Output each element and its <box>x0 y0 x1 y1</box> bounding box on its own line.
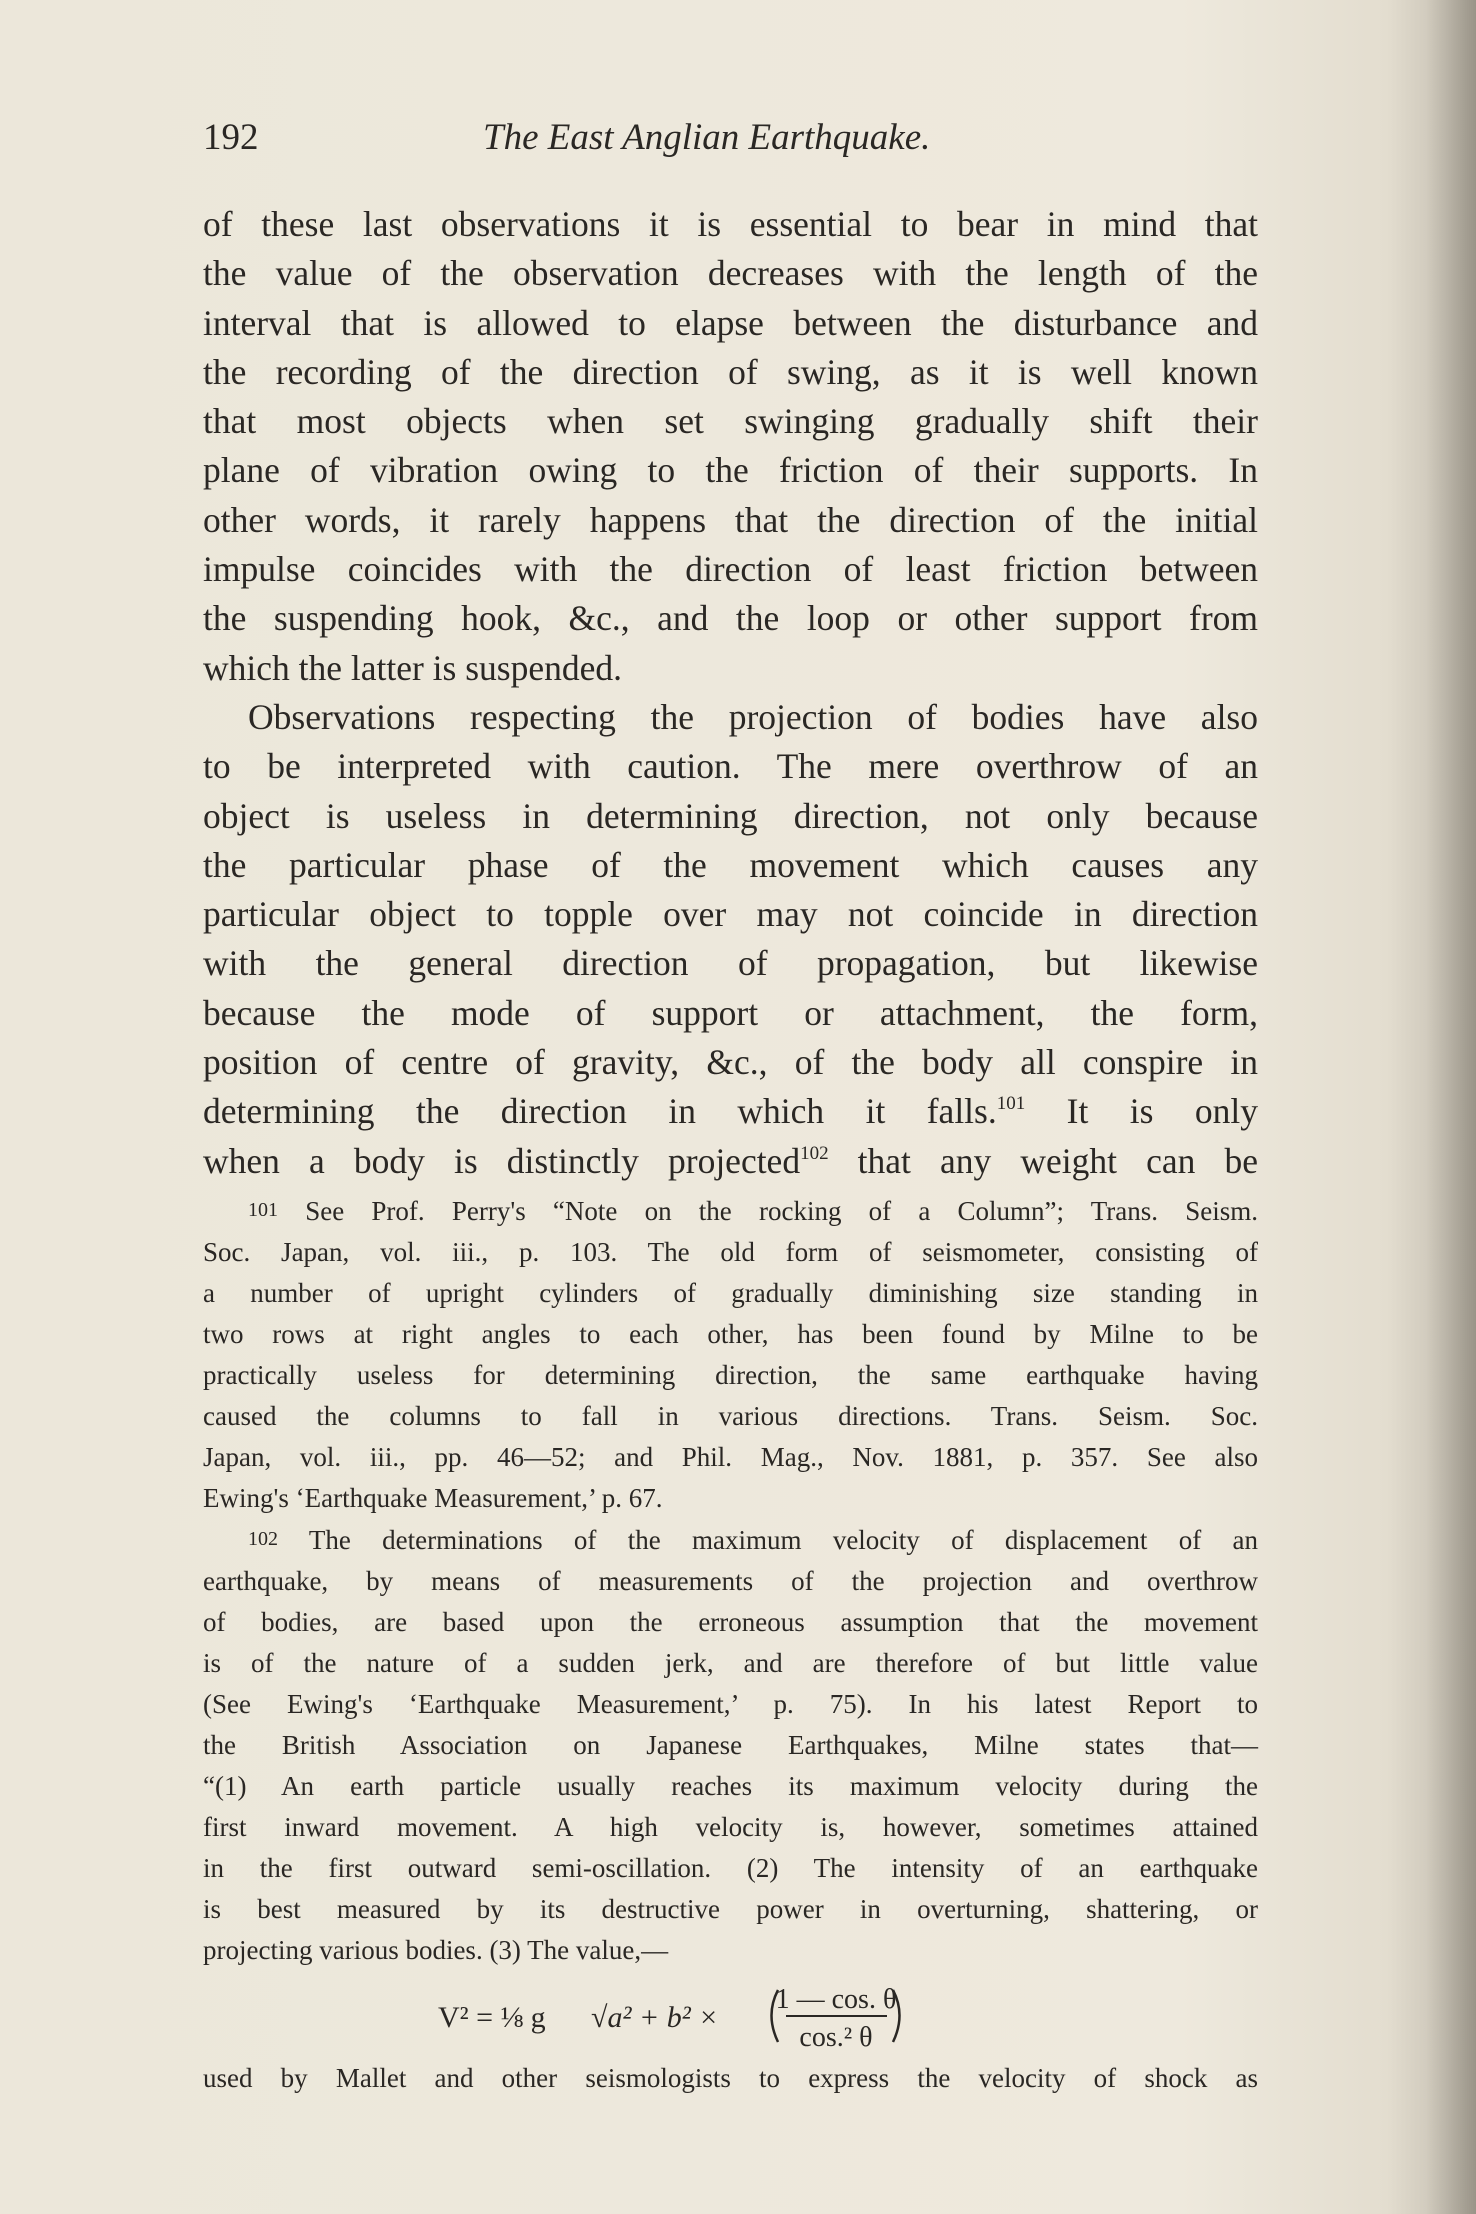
body-line: that most objects when set swinging gradually shift their <box>203 401 1258 442</box>
footnote-line: “(1) An earth particle usually reaches its maximum velocity during the <box>203 1771 1258 1801</box>
footnote-ref-101[interactable]: 101 <box>996 1093 1026 1115</box>
body-line: impulse coincides with the direction of least friction between <box>203 549 1258 590</box>
footnote-ref-102[interactable]: 102 <box>800 1142 829 1164</box>
footnote-line <box>203 1190 1258 1232</box>
footnote-line: Japan, vol. iii., pp. 46—52; and Phil. Mag., Nov. 1881, p. 357. See also <box>203 1442 1258 1472</box>
velocity-formula <box>203 1972 1258 2058</box>
footnote-line: the British Association on Japanese Earthquakes, Milne states that— <box>203 1730 1258 1760</box>
body-line: position of centre of gravity, &c., of the body all conspire in <box>203 1042 1258 1083</box>
formula-denominator: cos.² θ <box>799 2022 873 2053</box>
body-line: the suspending hook, &c., and the loop or other support from <box>203 598 1258 639</box>
footnote-text: See Prof. Perry's “Note on the rocking of a Column”; Trans. Seism. <box>278 1196 1258 1226</box>
footnote-line <box>203 1519 1258 1561</box>
body-line <box>203 1087 1258 1136</box>
body-text: determining the direction in which it falls. <box>203 1091 997 1132</box>
footnote-line: Soc. Japan, vol. iii., p. 103. The old form of seismometer, consisting of <box>203 1237 1258 1267</box>
body-line: Observations respecting the projection of bodies have also <box>248 696 1258 737</box>
body-line: the particular phase of the movement which causes any <box>203 844 1258 885</box>
footnote-line: first inward movement. A high velocity is, however, sometimes attained <box>203 1812 1258 1842</box>
footnote-line: Ewing's ‘Earthquake Measurement,’ p. 67. <box>203 1483 663 1513</box>
body-line: the value of the observation decreases with the length of the <box>203 253 1258 294</box>
footnote-line: in the first outward semi-oscillation. (2) The intensity of an earthquake <box>203 1853 1258 1883</box>
footnote-line: is of the nature of a sudden jerk, and are therefore of but little value <box>203 1648 1258 1678</box>
body-line: other words, it rarely happens that the direction of the initial <box>203 499 1258 540</box>
footnote-text: The determinations of the maximum velocity of displacement of an <box>278 1525 1258 1555</box>
footnote-line: is best measured by its destructive power in overturning, shattering, or <box>203 1894 1258 1924</box>
body-text: It is only <box>1025 1091 1258 1132</box>
page-header <box>203 112 1258 164</box>
footnote-line: of bodies, are based upon the erroneous assumption that the movement <box>203 1607 1258 1637</box>
footnotes <box>203 1190 1258 1971</box>
formula-graphic <box>203 1972 1258 2058</box>
footnote-line: (See Ewing's ‘Earthquake Measurement,’ p. 75). In his latest Report to <box>203 1689 1258 1719</box>
footnote-line: two rows at right angles to each other, has been found by Milne to be <box>203 1319 1258 1349</box>
footnote-line: used by Mallet and other seismologists to express the velocity of shock as <box>203 2063 1258 2093</box>
body-line: with the general direction of propagation, but likewise <box>203 943 1258 984</box>
body-line: the recording of the direction of swing, as it is well known <box>203 351 1258 392</box>
body-line: of these last observations it is essential to bear in mind that <box>203 204 1258 244</box>
footnote-line: projecting various bodies. (3) The value,— <box>203 1935 669 1965</box>
running-title: The East Anglian Earthquake. <box>483 117 931 158</box>
body-line: to be interpreted with caution. The mere overthrow of an <box>203 746 1258 787</box>
body-line: which the latter is suspended. <box>203 647 622 688</box>
footnote-number-102: 102 <box>248 1528 278 1550</box>
footnote-line: caused the columns to fall in various directions. Trans. Seism. Soc. <box>203 1401 1258 1431</box>
body-line: object is useless in determining direction, not only because <box>203 795 1258 836</box>
footnote-number-101: 101 <box>248 1199 278 1221</box>
body-line: plane of vibration owing to the friction of their supports. In <box>203 450 1258 491</box>
body-line <box>203 1137 1258 1186</box>
main-text <box>203 200 1258 1186</box>
formula-root: √a² + b² × <box>591 2001 719 2034</box>
formula-lhs: V² = ⅛ g <box>438 2001 546 2034</box>
formula-numerator: 1 — cos. θ <box>775 1984 897 2015</box>
body-line: interval that is allowed to elapse between the disturbance and <box>203 302 1258 343</box>
footnote-line: practically useless for determining direction, the same earthquake having <box>203 1360 1258 1390</box>
footnote-line: earthquake, by means of measurements of the projection and overthrow <box>203 1566 1258 1596</box>
page-number: 192 <box>203 117 259 158</box>
body-line: particular object to topple over may not coincide in direction <box>203 894 1258 935</box>
body-text: when a body is distinctly projected <box>203 1140 801 1181</box>
body-text: that any weight can be <box>828 1140 1258 1181</box>
body-line: because the mode of support or attachment, the form, <box>203 992 1258 1033</box>
footnote-line: a number of upright cylinders of gradually diminishing size standing in <box>203 1278 1258 1308</box>
page-edge-shadow <box>1426 0 1476 2214</box>
